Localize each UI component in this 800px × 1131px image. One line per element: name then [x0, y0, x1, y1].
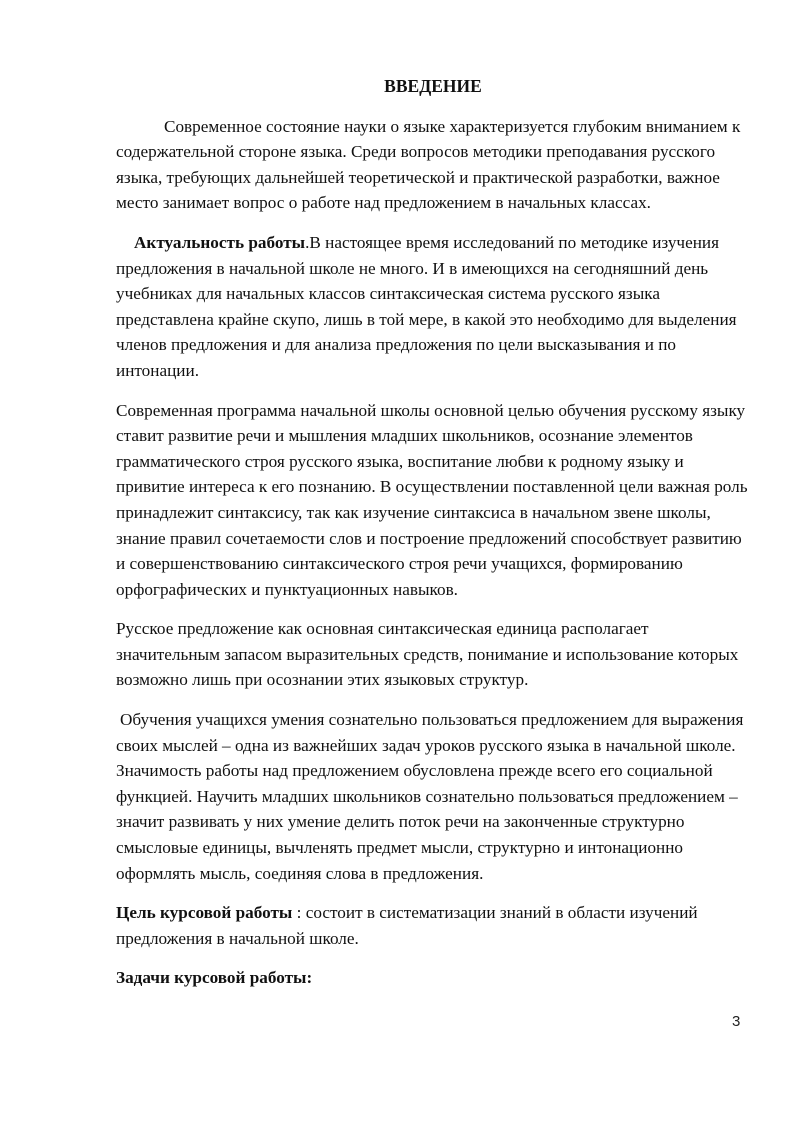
- paragraph-goal: [116, 900, 750, 951]
- paragraph-program: Современная программа начальной школы основной целью обучения русскому языку ставит развитие речи и мышления младших школьников, осознание элементов грамматического строя русского языка, воспитание любви к родному языку и привитие интереса к его познанию. В осуществлении поставленной цели важная роль принадлежит синтаксису, так как изучение синтаксиса в начальном звене школы, знание правил сочетаемости слов и построение предложений способствует развитию и совершенствованию синтаксического строя речи учащихся, формированию орфографических и пунктуационных навыков.: [116, 400, 748, 599]
- paragraph-teaching: Обучения учащихся умения сознательно пользоваться предложением для выражения своих мыслей – одна из важнейших задач уроков русского языка в начальной школе. Значимость работы над предложением обусловлена прежде всего его социальной функцией. Научить младших школьников сознательно пользоваться предложением – значит развивать у них умение делить поток речи на законченные структурно смысловые единицы, вычленять предмет мысли, структурно и интонационно оформлять мысль, соединяя слова в предложения.: [116, 710, 744, 883]
- relevance-text: .В настоящее время исследований по методике изучения предложения в начальной школе не много. И в имеющихся на сегодняшний день учебниках для начальных классов синтаксическая система русского языка представлена крайне скупо, лишь в той мере, в какой это необходимо для выделения членов предложения и для анализа предложения по цели высказывания и по интонации.: [116, 232, 737, 380]
- goal-text: : состоит в систематизации знаний в области изучений предложения в начальной школе.: [116, 903, 698, 948]
- paragraph-sentence-unit: Русское предложение как основная синтаксическая единица располагает значительным запасом выразительных средств, понимание и использование которых возможно лишь при осознании этих языковых структур.: [116, 619, 739, 690]
- tasks-heading: Задачи курсовой работы:: [116, 968, 313, 988]
- document-body: [116, 74, 750, 991]
- page-number: 3: [732, 1013, 741, 1030]
- page-title: ВВЕДЕНИЕ: [384, 76, 482, 96]
- relevance-lead: Актуальность работы: [134, 232, 306, 252]
- goal-lead: Цель курсовой работы: [116, 903, 293, 923]
- paragraph-intro: Современное состояние науки о языке характеризуется глубоким вниманием к содержательной стороне языка. Среди вопросов методики преподавания русского языка, требующих дальнейшей теоретической и практической разработки, важное место занимает вопрос о работе над предложением в начальных классах.: [116, 116, 741, 213]
- paragraph-relevance: [116, 230, 750, 384]
